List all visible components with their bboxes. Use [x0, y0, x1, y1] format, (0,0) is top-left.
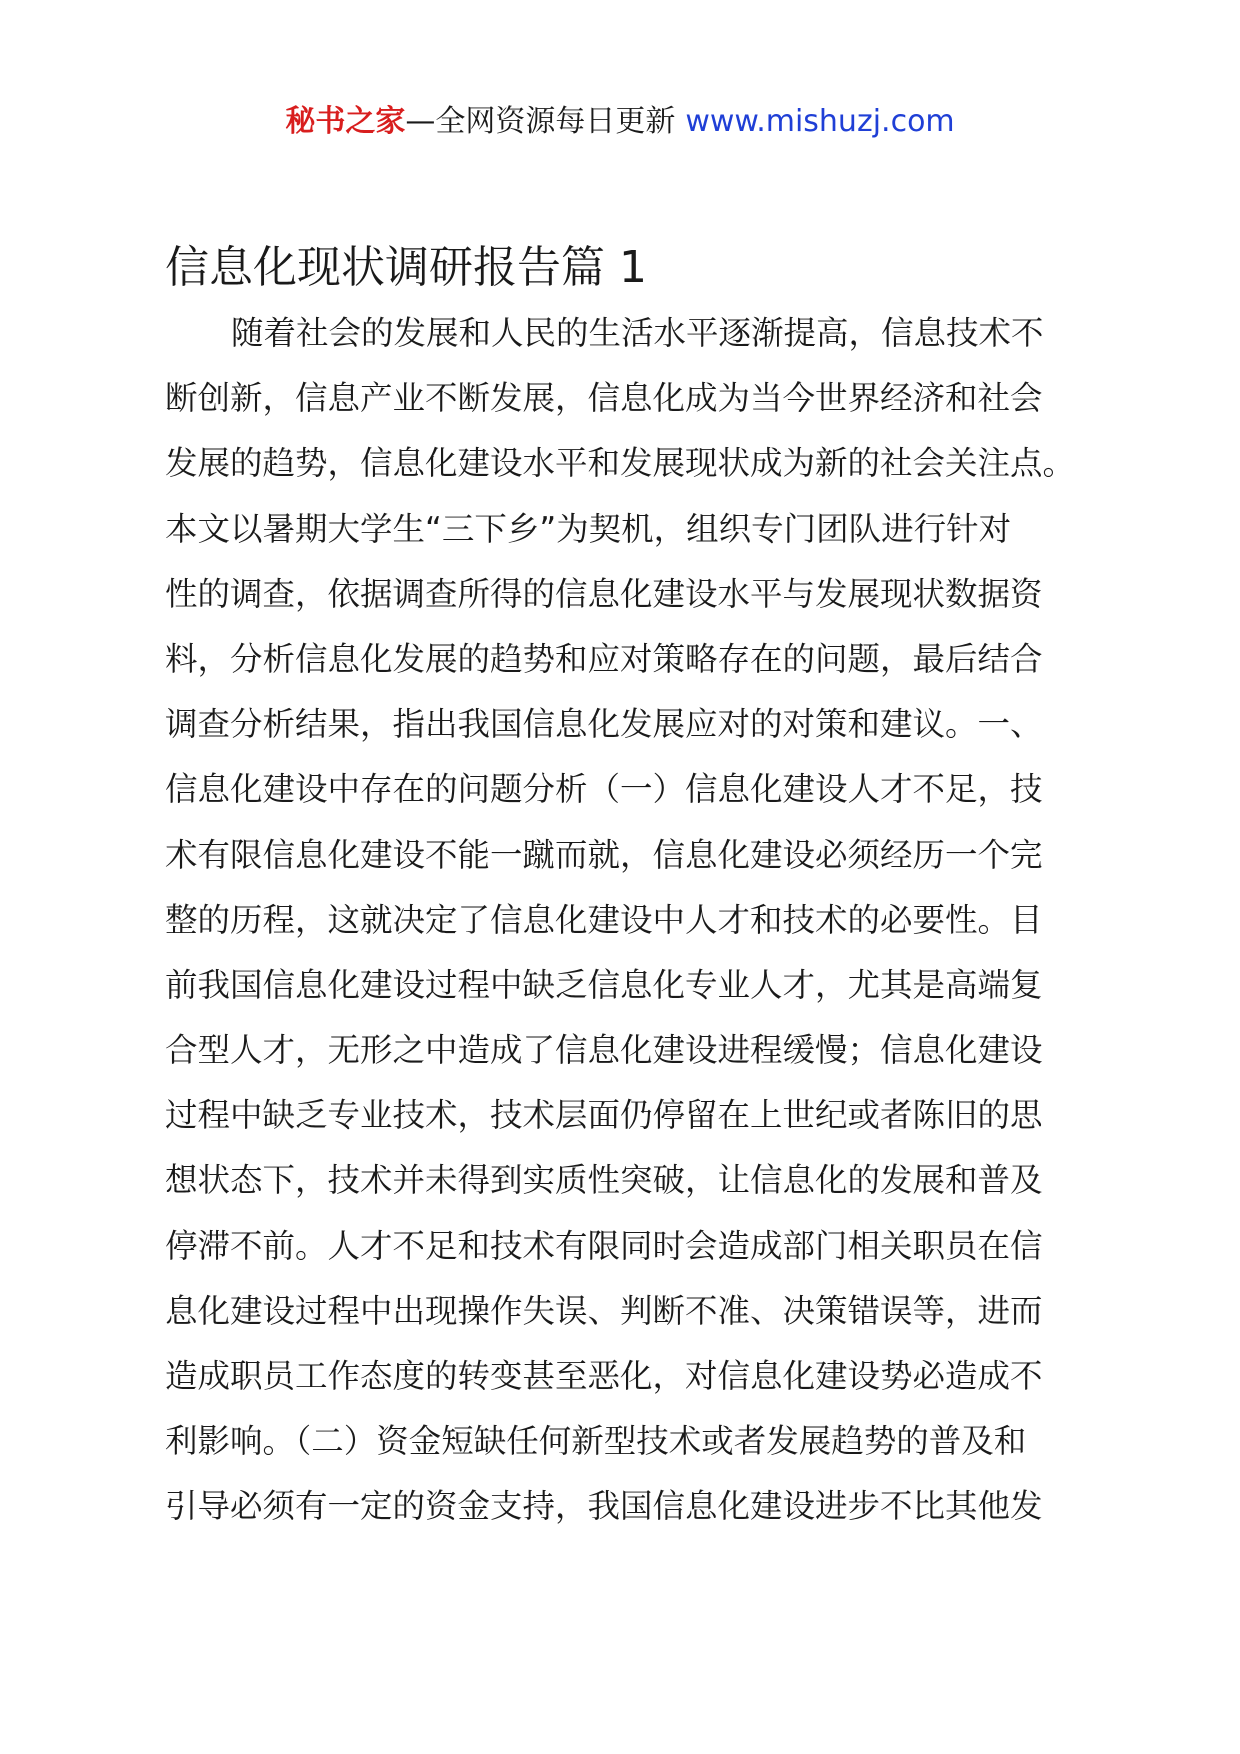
- body-line: 本文以暑期大学生“三下乡”为契机，组织专门团队进行针对: [165, 509, 1012, 548]
- document-title: 信息化现状调研报告篇 1: [165, 242, 647, 293]
- body-line: 停滞不前。人才不足和技术有限同时会造成部门相关职员在信: [165, 1226, 1043, 1265]
- brand-name: 秘书之家: [285, 104, 406, 139]
- body-line: 信息化建设中存在的问题分析（一）信息化建设人才不足，技: [165, 770, 1043, 809]
- site-url-link[interactable]: www.mishuzj.com: [685, 104, 955, 139]
- body-line: 前我国信息化建设过程中缺乏信息化专业人才，尤其是高端复: [165, 965, 1043, 1004]
- body-line: 断创新，信息产业不断发展，信息化成为当今世界经济和社会: [165, 379, 1043, 418]
- body-line: 发展的趋势，信息化建设水平和发展现状成为新的社会关注点。: [165, 444, 1076, 483]
- body-line: 性的调查，依据调查所得的信息化建设水平与发展现状数据资: [165, 574, 1043, 613]
- body-line: 想状态下，技术并未得到实质性突破，让信息化的发展和普及: [165, 1161, 1043, 1200]
- body-line: 术有限信息化建设不能一蹴而就，信息化建设必须经历一个完: [165, 835, 1043, 874]
- body-line: 调查分析结果，指出我国信息化发展应对的对策和建议。一、: [165, 705, 1043, 744]
- document-body: [165, 301, 1095, 1540]
- body-line: 整的历程，这就决定了信息化建设中人才和技术的必要性。目: [165, 900, 1043, 939]
- body-line: 造成职员工作态度的转变甚至恶化，对信息化建设势必造成不: [165, 1357, 1043, 1395]
- body-line: 料，分析信息化发展的趋势和应对策略存在的问题，最后结合: [165, 639, 1043, 678]
- body-line: 合型人才，无形之中造成了信息化建设进程缓慢；信息化建设: [165, 1031, 1043, 1070]
- body-line: 随着社会的发展和人民的生活水平逐渐提高，信息技术不: [231, 314, 1044, 352]
- body-line: 过程中缺乏专业技术，技术层面仍停留在上世纪或者陈旧的思: [165, 1096, 1043, 1135]
- site-slogan: —全网资源每日更新: [405, 104, 676, 139]
- site-header: [0, 100, 1240, 144]
- body-line: 息化建设过程中出现操作失误、判断不准、决策错误等，进而: [165, 1291, 1043, 1330]
- body-line: 引导必须有一定的资金支持，我国信息化建设进步不比其他发: [165, 1487, 1043, 1526]
- body-line: 利影响。（二）资金短缺任何新型技术或者发展趋势的普及和: [165, 1422, 1027, 1461]
